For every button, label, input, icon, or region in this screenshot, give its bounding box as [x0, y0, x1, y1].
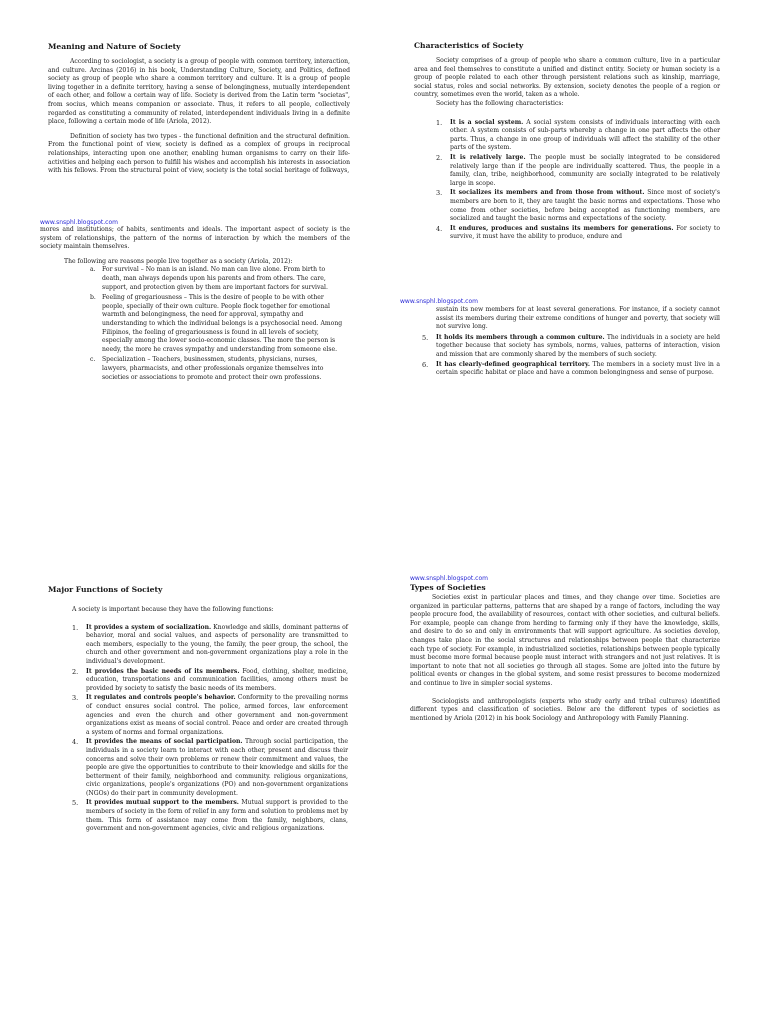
meaning-title: Meaning and Nature of Society	[48, 42, 181, 51]
list-item: 3. It regulates and controls people's behavior. Conformity to the prevailing norms of conduct ensures social control. The police, armed forces, law enforcement agencies and even the church and other government and non-government organizations exist as means of social control. Peace and order are created through a system of norms and formal organizations.	[72, 694, 349, 736]
list-item: a. For survival – No man is an island. No man can live alone. From birth to death, man always depends upon his parents and from others. The care, support, and protection given by them are important factors for survival.	[90, 266, 328, 291]
reasons-list	[40, 266, 350, 382]
list-item: 2. It provides the basic needs of its members. Food, clothing, shelter, medicine, education, transportations and communication facilities, among others must be provided by society to satisfy the basic needs of its members.	[72, 667, 348, 692]
characteristics-list	[414, 119, 720, 242]
characteristics-paragraph: Society comprises of a group of people who share a common culture, live in a particular area and feel themselves to constitute a unified and distinct entity. Society or human society is a group of people related to each other through persistent relations such as kinship, marriage, social status, roles and social networks. By extension, society denotes the people of a region or country, sometimes even the world, taken as a whole.	[414, 57, 720, 99]
watermark-link-3[interactable]: www.snsphl.blogspot.com	[410, 575, 488, 582]
types-title: Types of Societies	[410, 583, 486, 592]
list-item: b. Feeling of gregariousness – This is the desire of people to be with other people, specially of their own culture. People flock together for emotional warmth and belongingness, the need for approval, sympathy and understanding to which the individual belongs is a psychosocial need. Among Filipinos, the feeling of gregariousness is found in all levels of society, especially among the lower socio-economic classes. The more the person is needy, the more he craves sympathy and understanding from someone else.	[90, 294, 343, 353]
meaning-paragraph-3: mores and institutions; of habits, sentiments and ideals. The important aspect of society is the system of relationships, the pattern of the norms of interaction by which the members of the society maintain themselves.	[40, 226, 350, 251]
list-item: 1. It is a social system. A social system consists of individuals interacting with each other. A system consists of sub-parts whereby a change in one part affects the other parts. Thus, a change in one group of individuals will affect the stability of the other parts of the system.	[436, 118, 720, 152]
watermark-link-2[interactable]: www.snsphl.blogspot.com	[400, 298, 478, 305]
list-item: 4. It endures, produces and sustains its members for generations. For society to survive, it must have the ability to produce, endure and	[436, 224, 720, 241]
types-section	[410, 583, 720, 723]
watermark-link-1[interactable]: www.snsphl.blogspot.com	[40, 219, 118, 226]
functions-list	[48, 624, 348, 834]
characteristics-section	[414, 41, 720, 243]
types-paragraph-2: Sociologists and anthropologists (experts who study early and tribal cultures) identified different types and classification of societies. Below are the different types of societies as mentioned by Ariola (2012) in his book Sociology and Anthropology with Family Planning.	[410, 697, 720, 722]
functions-section	[48, 585, 348, 835]
characteristics-list-2	[422, 334, 720, 378]
list-item: 6. It has clearly-defined geographical territory. The members in a society must live in a certain specific habitat or place and have a common belongingness and sense of purpose.	[422, 360, 720, 377]
characteristics-continued	[422, 306, 721, 379]
meaning-continued	[40, 226, 350, 384]
types-paragraph-1: Societies exist in particular places and times, and they change over time. Societies are organized in particular patterns, patterns that are shaped by a range of factors, including the way people procure food, the availability of resources, contact with other societies, and cultural beliefs. For example, people can change from herding to farming only if they have the knowledge, skills, and desire to do so and only in environments that will support agriculture. As societies develop, changes take place in the social structures and relationships between people that characterize each type of society. For example, in industrialized societies, relationships between people typically must become more formal because people must interact with strangers and not just relatives. It is important to note that not all societies go through all stages. Some are jolted into the future by political events or changes in the global system, and some resist pressures to become modernized and continue to live in simpler social systems.	[410, 594, 720, 687]
list-item: 3. It socializes its members and from those from without. Since most of society's members are born to it, they are taught the basic norms and expectations. Those who come from other societies, before being accepted as functioning members, are socialized and taught the basic norms and expectations of the society.	[436, 189, 720, 223]
characteristics-title: Characteristics of Society	[414, 41, 524, 50]
list-item: 5. It holds its members through a common culture. The individuals in a society are held together because that society has symbols, norms, values, patterns of interaction, vision and mission that are commonly shared by the members of such society.	[422, 333, 721, 358]
list-item: 2. It is relatively large. The people must be socially integrated to be considered relatively large than if the people are individually scattered. Thus, the people in a family, clan, tribe, neighborhood, community are socially integrated to be relatively large in scope.	[436, 153, 720, 187]
characteristics-item-4-continued: sustain its new members for at least several generations. For instance, if a society cannot assist its members during their extreme conditions of hunger and poverty, that society will not survive long.	[436, 306, 720, 331]
reasons-intro: The following are reasons people live together as a society (Ariola, 2012):	[64, 257, 293, 265]
meaning-paragraph-2: Definition of society has two types - the functional definition and the structural definition. From the functional point of view, society is defined as a complex of groups in reciprocal relationships, interacting upon one another, enabling human organisms to carry on their life-activities and helping each person to fulfill his wishes and accomplish his interests in association with his fellows. From the structural point of view, society is the total social heritage of folkways,	[48, 132, 350, 175]
list-item: 4. It provides the means of social participation. Through social participation, the individuals in a society learn to interact with each other, present and discuss their concerns and solve their own problems or renew their commitment and values, the people are give the opportunities to contribute to their knowledge and skills for the betterment of their family, neighborhood and community. religious organizations, civic organizations, people's organizations (PO) and non-government organizations (NGOs) do their part in community development.	[72, 738, 348, 797]
list-item: 1. It provides a system of socialization. Knowledge and skills, dominant patterns of behavior, moral and social values, and aspects of personality are transmitted to each members, especially to the young, the family, the peer group, the school, the church and other government and non-government organizations play a role in the individual's development.	[72, 623, 348, 665]
meaning-paragraph-1: According to sociologist, a society is a group of people with common territory, interaction, and culture. Arcinas (2016) in his book, Understanding Culture, Society, and Politics, defined society as group of people who share a common territory and culture. It is a group of people living together in a definite territory, having a sense of belongingness, mutually interdependent of each other, and follow a certain way of life. Society is derived from the Latin term "societas", from socius, which means companion or associate. Thus, it refers to all people, collectively regarded as constituting a community of related, interdependent individuals living in a definite place, following a certain mode of life (Ariola, 2012).	[48, 58, 350, 126]
functions-intro: A society is important because they have the following functions:	[72, 606, 274, 613]
meaning-section	[48, 42, 350, 176]
list-item: c. Specialization – Teachers, businessmen, students, physicians, nurses, lawyers, pharmacists, and other professionals organize themselves into societies or associations to promote and protect their own professions.	[90, 356, 324, 381]
functions-title: Major Functions of Society	[48, 585, 163, 594]
characteristics-intro: Society has the following characteristics:	[436, 99, 564, 107]
list-item: 5. It provides mutual support to the members. Mutual support is provided to the members of society in the form of relief in any form and solution to problems met by them. This form of assistance may come from the family, neighbors, clans, government and non-government agencies, civic and religious organizations.	[72, 799, 348, 833]
